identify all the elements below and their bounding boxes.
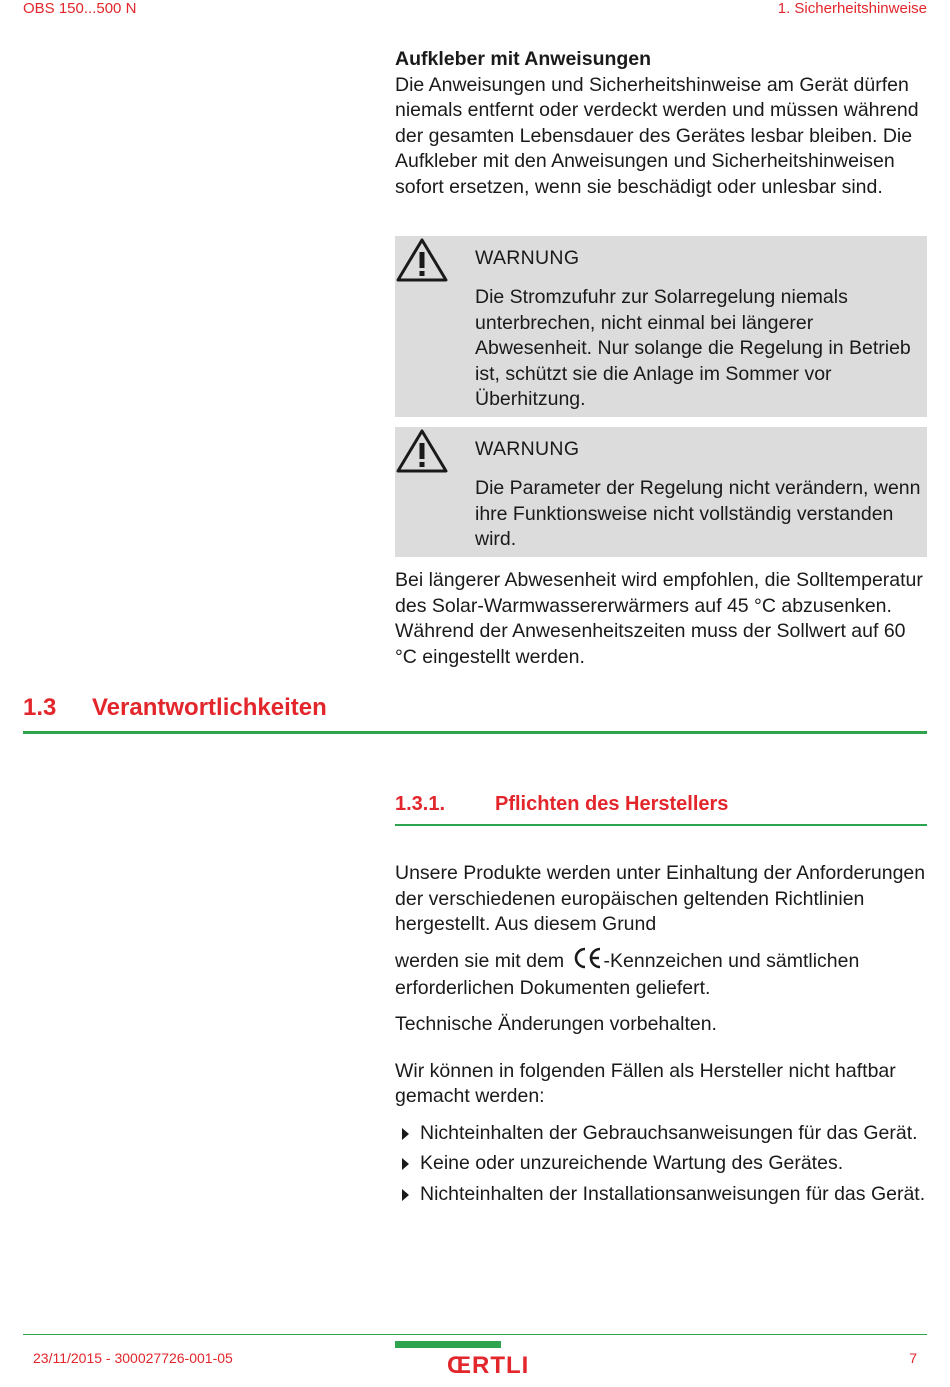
list-item: Nichteinhalten der Gebrauchsanweisungen für das Gerät. (395, 1121, 927, 1147)
oertli-logo: ŒRTLI (447, 1352, 530, 1379)
manufacturer-block (395, 861, 927, 1213)
section-title: Verantwortlichkeiten (92, 694, 327, 721)
header-chapter: 1. Sicherheitshinweise (777, 0, 927, 17)
stickers-heading: Aufkleber mit Anweisungen (395, 48, 652, 70)
subsection-number: 1.3.1. (395, 793, 446, 815)
footer-divider (23, 1334, 927, 1335)
absence-block (395, 568, 927, 670)
ce-mark-icon (572, 947, 602, 977)
warning-title: WARNUNG (475, 247, 580, 269)
bullet-arrow-icon (402, 1189, 409, 1201)
warning-text: Die Parameter der Regelung nicht verändern, wenn ihre Funktionsweise nicht vollständig verstanden wird. (475, 477, 921, 551)
bullet-arrow-icon (402, 1128, 409, 1140)
manufacturer-para-4: Wir können in folgenden Fällen als Hersteller nicht haftbar gemacht werden: (395, 1059, 896, 1108)
warning-title: WARNUNG (475, 438, 580, 460)
manufacturer-para-2 (395, 947, 927, 1002)
footer-accent-bar (395, 1341, 501, 1348)
warning-icon (395, 427, 449, 480)
subsection-title: Pflichten des Herstellers (495, 793, 729, 815)
warning-icon (395, 236, 449, 289)
stickers-text: Die Anweisungen und Sicherheitshinweise am Gerät dürfen niemals entfernt oder verdeckt werden und müssen während der gesamten Lebensdauer des Gerätes lesbar bleiben. Die Aufkleber mit den Anweisungen und Sicherheitshinweisen sofort ersetzen, wenn sie beschädigt oder unlesbar sind. (395, 73, 919, 198)
header-doc-title: OBS 150...500 N (23, 0, 137, 17)
page-number: 7 (909, 1350, 917, 1366)
manufacturer-para-3: Technische Änderungen vorbehalten. (395, 1012, 717, 1035)
manufacturer-para-1: Unsere Produkte werden unter Einhaltung der Anforderungen der verschiedenen europäischen geltenden Richtlinien hergestellt. Aus diesem Grund (395, 862, 926, 936)
warning-box-1 (395, 236, 927, 417)
stickers-block (395, 47, 927, 201)
ce-text-before: werden sie mit dem (395, 949, 565, 972)
list-item: Keine oder unzureichende Wartung des Gerätes. (395, 1151, 927, 1177)
section-number: 1.3 (23, 694, 57, 721)
subsection-divider (395, 824, 927, 826)
warning-text: Die Stromzufuhr zur Solarregelung niemals unterbrechen, nicht einmal bei längerer Abwesenheit. Nur solange die Regelung in Betrieb ist, schützt sie die Anlage im Sommer vor Überhitzung. (475, 286, 911, 411)
list-item: Nichteinhalten der Installationsanweisungen für das Gerät. (395, 1182, 927, 1208)
liability-list (395, 1121, 927, 1208)
warning-box-2 (395, 427, 927, 557)
absence-text: Bei längerer Abwesenheit wird empfohlen, die Solltemperatur des Solar-Warmwassererwärmers auf 45 °C abzusenken. Während der Anwesenheitszeiten muss der Sollwert auf 60 °C eingestellt werden. (395, 569, 923, 668)
bullet-arrow-icon (402, 1158, 409, 1170)
footer-date-ref: 23/11/2015 - 300027726-001-05 (33, 1350, 233, 1366)
ce-text-after: -Kennzeichen und sämtlichen erforderlichen Dokumenten geliefert. (395, 949, 860, 1000)
section-divider (23, 731, 927, 734)
